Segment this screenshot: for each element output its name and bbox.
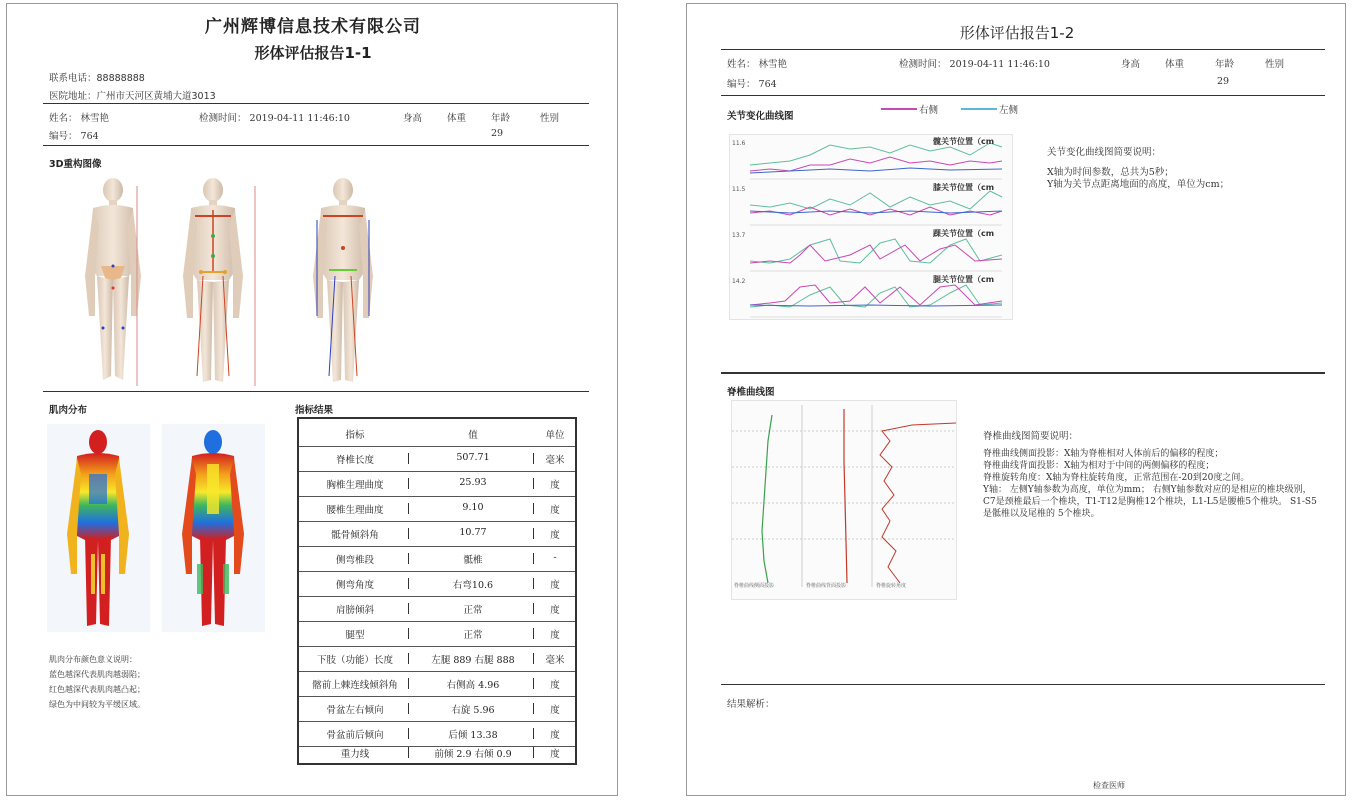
joint-chart-label-0: 髋关节位置（cm — [933, 137, 995, 146]
cell-indicator: 侧弯角度 — [335, 580, 374, 591]
doctor-label: 检查医师 — [1093, 781, 1125, 790]
svg-text:13.7: 13.7 — [732, 232, 746, 239]
section-spine-title: 脊椎曲线图 — [727, 387, 775, 398]
cell-value: 右侧高 4.96 — [446, 680, 500, 691]
cell-unit: 度 — [550, 505, 560, 516]
patient-name: 姓名： 林雪艳 — [49, 113, 110, 124]
table-header-row — [299, 421, 575, 447]
cell-value: 507.71 — [456, 452, 490, 463]
divider — [721, 95, 1325, 96]
table-row — [299, 571, 575, 597]
spine-note-3: Y轴： 左侧Y轴参数为高度，单位为mm； 右侧Y轴参数对应的是相应的椎块级别， C7是颈椎最后一个椎块，T1-T12是胸椎12个椎块，L1-L5是腰椎5个椎块。 S1-S5是骶椎以及尾椎的 5个椎块。 — [983, 485, 1317, 519]
svg-text:11.6: 11.6 — [732, 140, 746, 147]
cell-value: 右旋 5.96 — [451, 705, 495, 716]
table-row — [299, 496, 575, 522]
age-value: 29 — [1217, 76, 1230, 87]
table-row — [299, 646, 575, 672]
cell-value: 正常 — [463, 605, 483, 616]
svg-text:脊椎曲线背面投影: 脊椎曲线背面投影 — [806, 583, 847, 589]
cell-unit: 毫米 — [545, 655, 565, 666]
header-unit: 单位 — [545, 430, 565, 441]
cell-unit: 度 — [550, 605, 560, 616]
cell-unit: 度 — [550, 680, 560, 691]
svg-text:14.2: 14.2 — [732, 278, 746, 285]
section-3d-title: 3D重构图像 — [49, 159, 102, 170]
cell-value: 前倾 2.9 右倾 0.9 — [434, 749, 512, 760]
cell-indicator: 脊椎长度 — [335, 455, 374, 466]
cell-unit: 度 — [550, 580, 560, 591]
header-indicator: 指标 — [345, 430, 365, 441]
body-back — [183, 178, 243, 382]
age-label: 年龄 — [491, 113, 511, 124]
muscle-note-2: 红色越深代表肌肉越凸起； — [49, 685, 145, 694]
table-row — [299, 621, 575, 647]
divider — [43, 391, 589, 392]
gender-label: 性别 — [540, 113, 560, 124]
divider — [721, 684, 1325, 685]
spine-note-2: 脊椎旋转角度：X轴为脊柱旋转角度，正常范围在-20到20度之间。 — [983, 473, 1250, 483]
height-label: 身高 — [403, 113, 423, 124]
svg-text:11.5: 11.5 — [732, 186, 746, 193]
muscle-note-0: 肌肉分布颜色意义说明： — [49, 655, 137, 664]
spine-note-1: 脊椎曲线背面投影：X轴为相对于中间的两侧偏移的程度； — [983, 461, 1215, 471]
legend-right-line — [881, 108, 917, 110]
cell-unit: 毫米 — [545, 455, 565, 466]
cell-indicator: 肩膀倾斜 — [335, 605, 374, 616]
patient-id: 编号： 764 — [727, 79, 777, 90]
muscle-heatmaps — [47, 424, 265, 632]
legend-left-line — [961, 108, 997, 110]
divider — [721, 49, 1325, 50]
cell-value: 正常 — [463, 630, 483, 641]
age-label: 年龄 — [1215, 59, 1235, 70]
cell-unit: 度 — [550, 730, 560, 741]
divider — [43, 103, 589, 104]
spine-curve-charts — [731, 400, 957, 600]
height-label: 身高 — [1121, 59, 1141, 70]
exam-time: 检测时间： 2019-04-11 11:46:10 — [899, 59, 1050, 70]
cell-unit: - — [553, 552, 557, 563]
table-row — [299, 671, 575, 697]
cell-indicator: 腰椎生理曲度 — [326, 505, 384, 516]
spine-curves-svg — [732, 401, 956, 599]
hospital-address: 医院地址：广州市天河区黄埔大道3013 — [49, 91, 216, 102]
table-row — [299, 596, 575, 622]
spine-notes-title: 脊椎曲线图简要说明： — [983, 431, 1079, 442]
svg-text:脊椎曲线侧面投影: 脊椎曲线侧面投影 — [734, 583, 775, 589]
joint-curve-charts — [729, 134, 1013, 320]
report-page-1 — [6, 3, 618, 796]
cell-indicator: 骶骨倾斜角 — [331, 530, 379, 541]
gender-label: 性别 — [1265, 59, 1285, 70]
cell-value: 骶椎 — [463, 555, 483, 566]
table-row — [299, 471, 575, 497]
cell-indicator: 下肢（功能）长度 — [316, 655, 393, 666]
cell-indicator: 腿型 — [345, 630, 365, 641]
patient-id: 编号： 764 — [49, 131, 99, 142]
exam-time: 检测时间： 2019-04-11 11:46:10 — [199, 113, 350, 124]
cell-indicator: 侧弯椎段 — [335, 555, 374, 566]
report-page-2 — [686, 3, 1346, 796]
contact-phone: 联系电话：88888888 — [49, 73, 145, 84]
table-row — [299, 521, 575, 547]
cell-unit: 度 — [550, 530, 560, 541]
cell-value: 10.77 — [459, 527, 487, 538]
cell-unit: 度 — [550, 705, 560, 716]
joint-chart-label-3: 腿关节位置（cm — [933, 275, 995, 284]
joint-chart-label-2: 踝关节位置（cm — [933, 229, 995, 238]
legend-right-label: 右侧 — [919, 105, 939, 116]
section-muscle-title: 肌肉分布 — [49, 405, 88, 416]
divider — [43, 145, 589, 146]
divider — [721, 372, 1325, 374]
cell-value: 25.93 — [459, 477, 487, 488]
table-row — [299, 740, 575, 765]
cell-value: 左腿 889 右腿 888 — [431, 655, 515, 666]
muscle-note-3: 绿色为中间较为平缓区域。 — [49, 700, 145, 709]
weight-label: 体重 — [447, 113, 467, 124]
weight-label: 体重 — [1165, 59, 1185, 70]
body-back-lines — [313, 178, 373, 382]
cell-value: 后倾 13.38 — [448, 730, 498, 741]
cell-indicator: 重力线 — [340, 749, 370, 760]
cell-value: 右弯10.6 — [452, 580, 494, 591]
joint-chart-label-1: 膝关节位置（cm — [933, 183, 995, 192]
cell-indicator: 髂前上棘连线倾斜角 — [312, 680, 398, 691]
svg-text:脊椎旋转角度: 脊椎旋转角度 — [876, 583, 907, 589]
company-name: 广州辉博信息技术有限公司 — [205, 17, 421, 37]
cell-value: 9.10 — [462, 502, 484, 513]
3d-body-figures — [63, 176, 563, 388]
joint-note-title: 关节变化曲线图简要说明： — [1047, 147, 1162, 158]
indicator-table — [297, 417, 577, 765]
table-row — [299, 696, 575, 722]
patient-name: 姓名： 林雪艳 — [727, 59, 788, 70]
header-value: 值 — [468, 430, 478, 441]
cell-indicator: 胸椎生理曲度 — [326, 480, 384, 491]
legend-left-label: 左侧 — [999, 105, 1019, 116]
table-row — [299, 546, 575, 572]
joint-note-x: X轴为时间参数，总共为5秒； — [1047, 167, 1174, 178]
age-value: 29 — [491, 128, 504, 139]
section-joint-title: 关节变化曲线图 — [727, 111, 794, 122]
cell-unit: 度 — [550, 630, 560, 641]
cell-indicator: 骨盆前后倾向 — [326, 730, 384, 741]
spine-note-0: 脊椎曲线侧面投影：X轴为脊椎相对人体前后的偏移的程度； — [983, 449, 1224, 459]
joint-curves-svg — [730, 135, 1012, 319]
muscle-note-1: 蓝色越深代表肌肉越弱陷； — [49, 670, 145, 679]
cell-indicator: 骨盆左右倾向 — [326, 705, 384, 716]
report-title: 形体评估报告1-1 — [254, 44, 372, 62]
cell-unit: 度 — [550, 480, 560, 491]
joint-note-y: Y轴为关节点距离地面的高度，单位为cm； — [1047, 179, 1230, 190]
section-indicator-title: 指标结果 — [295, 405, 334, 416]
table-row — [299, 446, 575, 472]
cell-unit: 度 — [550, 749, 560, 760]
body-front — [85, 178, 141, 380]
result-label: 结果解析： — [727, 699, 775, 710]
report-title: 形体评估报告1-2 — [959, 24, 1075, 42]
